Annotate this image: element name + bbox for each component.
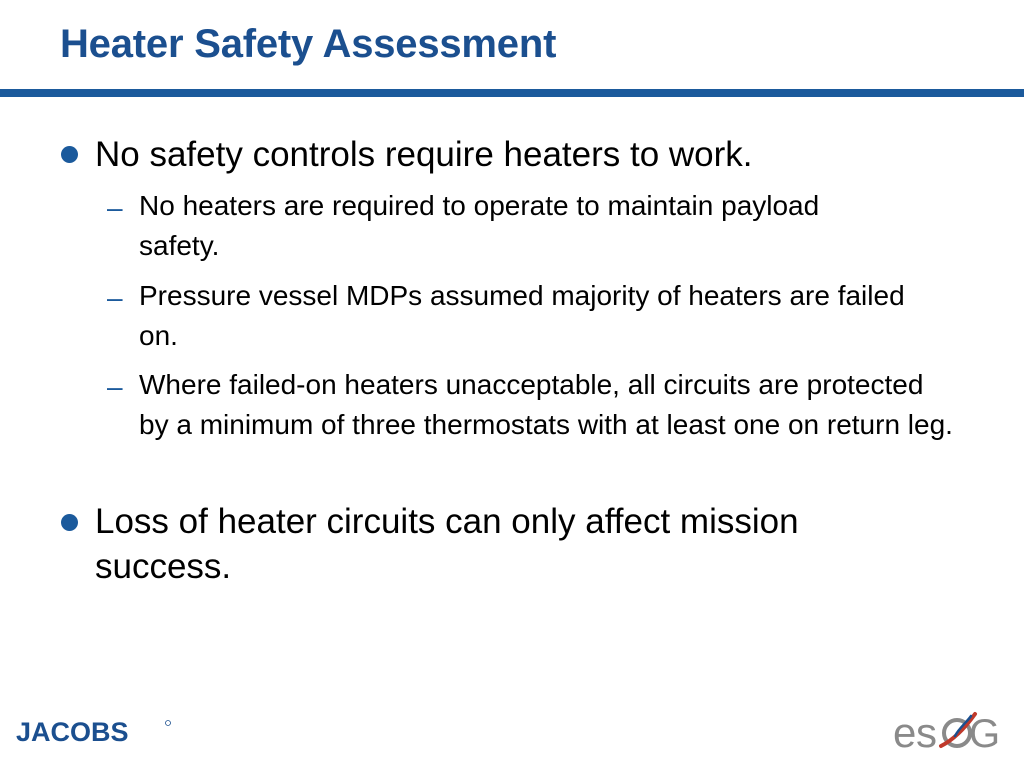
- sub-bullet-item: No heaters are required to operate to maintain payload safety.: [139, 190, 820, 261]
- jacobs-logo-text: JACOBS: [16, 717, 129, 747]
- title-rule: [0, 89, 1024, 97]
- slide-title: Heater Safety Assessment: [60, 22, 557, 66]
- bullet-item: Loss of heater circuits can only affect mission success.: [95, 502, 799, 586]
- bullet-item: No safety controls require heaters to work.: [95, 135, 753, 174]
- sub-bullet-item: Where failed-on heaters unacceptable, all circuits are protected by a minimum of three thermostats with at least one on return leg.: [139, 369, 953, 440]
- esog-logo-letter-g: G: [969, 712, 1001, 756]
- sub-bullet-item: Pressure vessel MDPs assumed majority of heaters are failed on.: [139, 280, 905, 351]
- sub-bullet-dash: –: [107, 192, 123, 223]
- sub-bullet-dash: –: [107, 371, 123, 402]
- bullet-dot: [61, 146, 78, 163]
- jacobs-logo: [16, 714, 176, 753]
- esog-logo: [893, 706, 1003, 761]
- bullet-dot: [61, 514, 78, 531]
- esog-logo-letter-s: s: [916, 709, 937, 756]
- sub-bullet-dash: –: [107, 282, 123, 313]
- esog-logo-letter-e: e: [893, 709, 917, 756]
